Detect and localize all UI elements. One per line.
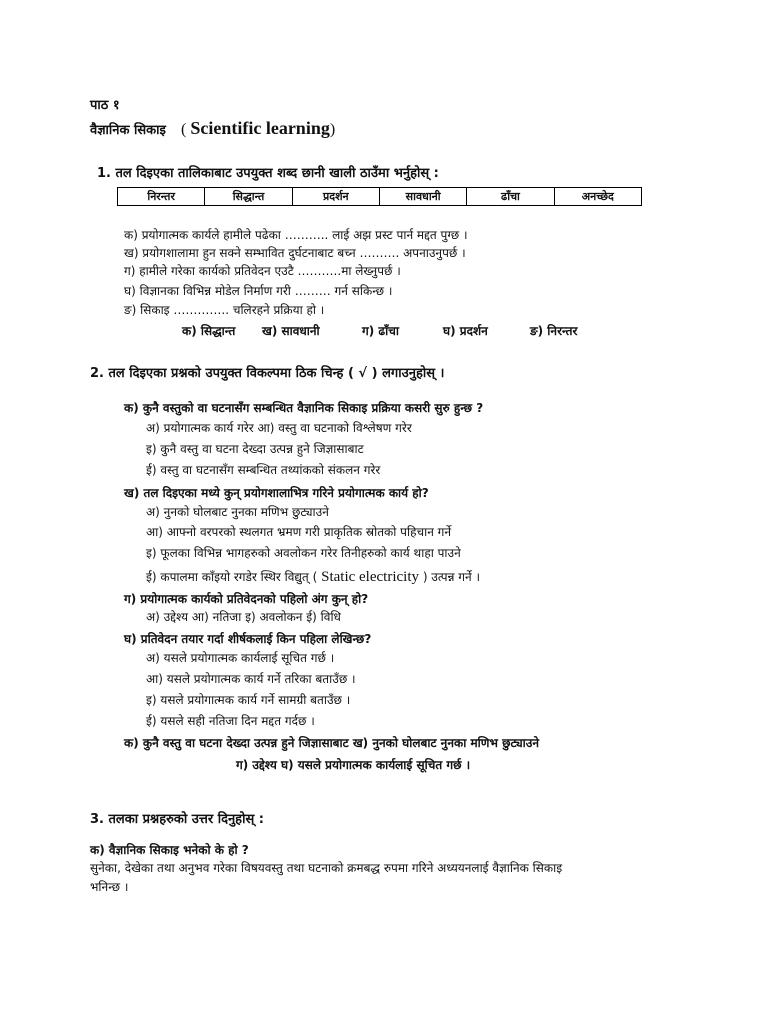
q1-item: घ) विज्ञानका विभिन्न मोडेल निर्माण गरी ……… गर्न सकिन्छ । [124,284,393,298]
q3-answer-line: सुनेका, देखेका तथा अनुभव गरेका विषयवस्तु तथा घटनाको क्रमबद्ध रुपमा गरिने अध्ययनलाई वैज्ञानिक सिकाइ [90,861,563,875]
q2-question-ka: क) कुनै वस्तुको वा घटनासँग सम्बन्धित वैज्ञानिक सिकाइ प्रक्रिया कसरी सुरु हुन्छ ? [124,401,484,415]
title-nepali: वैज्ञानिक सिकाइ [90,123,166,138]
word-cell: सिद्धान्त [205,188,292,206]
q1-answer: ख) सावधानी [262,324,320,338]
option-text-english: Static electricity [321,569,419,585]
q2-option: इ) कुनै वस्तु वा घटना देख्दा उत्पन्न हुने जिज्ञासाबाट [146,442,364,456]
q2-option: आ) यसले प्रयोगात्मक कार्य गर्ने तरिका बताउँछ । [146,672,356,686]
word-cell: ढाँचा [467,188,554,206]
word-cell: अनच्छेद [554,188,641,206]
q2-option: ई) वस्तु वा घटनासँग सम्बन्धित तथ्यांकको संकलन गरेर [146,463,381,477]
q1-item: ङ) सिकाइ ………….. चलिरहने प्रक्रिया हो । [124,303,325,317]
option-text: ई) कपालमा काँइयो रगडेर स्थिर विद्युत् ( [146,570,318,584]
q2-option: इ) फूलका विभिन्न भागहरुको अवलोकन गरेर तिनीहरुको कार्य थाहा पाउने [146,546,461,560]
q1-answer: ङ) निरन्तर [530,324,578,338]
q3-heading: 3. तलका प्रश्नहरुको उत्तर दिनुहोस् : [90,812,264,827]
q2-question-gha: घ) प्रतिवेदन तयार गर्दा शीर्षकलाई किन पहिला लेखिन्छ? [124,632,372,646]
q2-option: ई) यसले सही नतिजा दिन मद्दत गर्दछ । [146,714,315,728]
title-paren-open: ( [181,121,187,138]
word-cell: निरन्तर [118,188,205,206]
q2-option: अ) नुनको घोलबाट नुनका मणिभ छुट्याउने [146,505,329,519]
q3-subquestion: क) वैज्ञानिक सिकाइ भनेको के हो ? [90,843,249,857]
q1-item: ग) हामीले गरेका कार्यको प्रतिवेदन एउटै ………..मा लेख्नुपर्छ । [124,264,401,278]
q2-option-static-electricity [146,568,480,586]
q2-option: अ) प्रयोगात्मक कार्य गरेर आ) वस्तु वा घटनाको विश्लेषण गरेर [146,421,412,435]
word-table [117,187,642,206]
q2-question-ga: ग) प्रयोगात्मक कार्यको प्रतिवेदनको पहिलो अंग कुन् हो? [124,592,369,606]
q2-answers-line1: क) कुनै वस्तु वा घटना देख्दा उत्पन्न हुने जिज्ञासाबाट ख) नुनको घोलबाट नुनका मणिभ छुट्याउने [124,736,540,750]
option-text: ) उत्पन्न गर्ने । [422,570,481,584]
q1-answer: ग) ढाँचा [362,324,400,338]
q2-heading: 2. तल दिइएका प्रश्नको उपयुक्त विकल्पमा ठिक चिन्ह ( √ ) लगाउनुहोस् । [90,366,445,381]
page-title [90,118,335,140]
q1-item: ख) प्रयोगशालामा हुन सक्ने सम्भावित दुर्घटनाबाट बच्न ………. अपनाउनुपर्छ । [124,246,466,260]
q1-heading: 1. तल दिइएका तालिकाबाट उपयुक्त शब्द छानी खाली ठाउँमा भर्नुहोस् : [97,166,439,181]
title-paren-close: ) [329,121,336,138]
q3-answer-line: भनिन्छ । [90,880,129,894]
q1-answer: घ) प्रदर्शन [443,324,488,338]
q2-option: अ) उद्देश्य आ) नतिजा इ) अवलोकन ई) विधि [146,610,341,624]
word-cell: प्रदर्शन [292,188,379,206]
q2-answers-line2: ग) उद्देश्य घ) यसले प्रयोगात्मक कार्यलाई सूचित गर्छ । [236,758,471,772]
q1-answer: क) सिद्धान्त [182,324,236,338]
q2-option: आ) आफ्नो वरपरको स्थलगत भ्रमण गरी प्राकृतिक स्रोतको पहिचान गर्ने [146,525,452,539]
q2-question-kha: ख) तल दिइएका मध्ये कुन् प्रयोगशालाभित्र गरिने प्रयोगात्मक कार्य हो? [124,486,429,500]
q2-option: अ) यसले प्रयोगात्मक कार्यलाई सूचित गर्छ । [146,651,335,665]
word-cell: सावधानी [379,188,466,206]
lesson-number: पाठ १ [90,98,120,113]
q1-item: क) प्रयोगात्मक कार्यले हामीले पढेका ……….. लाई अझ प्रस्ट पार्न मद्दत पुग्छ । [124,228,468,242]
title-english: Scientific learning [190,118,330,138]
q2-option: इ) यसले प्रयोगात्मक कार्य गर्ने सामग्री बताउँछ । [146,693,351,707]
